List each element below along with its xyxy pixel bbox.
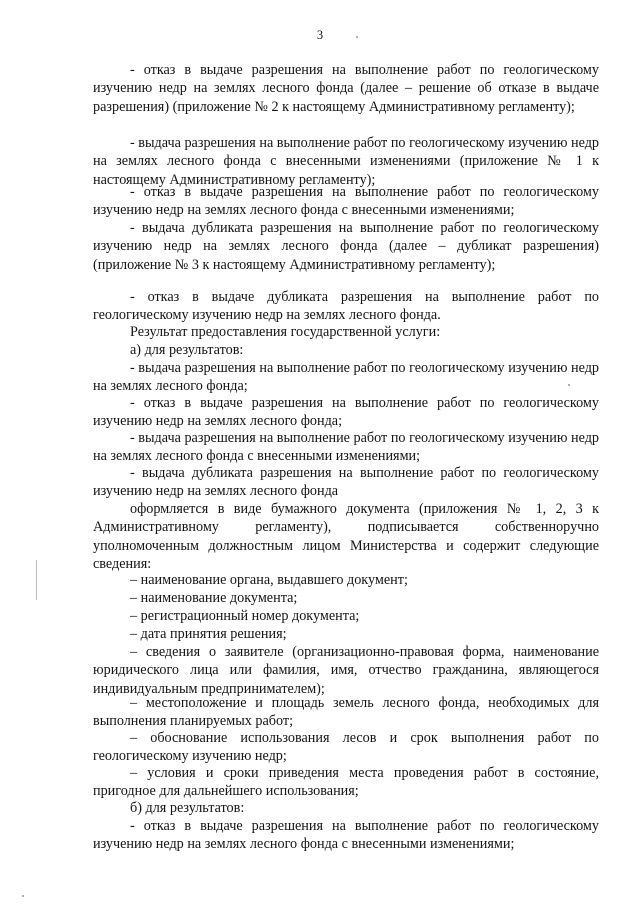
paragraph-issue-duplicate: - выдача дубликата разрешения на выполнение работ по геологическому изучению недр на землях лесного фонда (далее – дубликат разрешения) (приложение № 3 к настоящему Административному регламенту);	[93, 220, 599, 273]
paragraph-result-heading: Результат предоставления государственной услуги:	[130, 324, 441, 340]
paragraph-a-refusal-permit: - отказ в выдаче разрешения на выполнение работ по геологическому изучению недр на землях лесного фонда;	[93, 395, 599, 430]
paragraph-b-refusal-permit-with-changes: - отказ в выдаче разрешения на выполнение работ по геологическому изучению недр на землях лесного фонда с внесенными изменениями;	[93, 818, 599, 853]
list-item-registration-number: – регистрационный номер документа;	[130, 608, 360, 624]
paragraph-subsection-a: а) для результатов:	[130, 342, 244, 358]
scan-speck	[356, 36, 358, 38]
paragraph-subsection-b: б) для результатов:	[130, 800, 245, 816]
paragraph-document-format: оформляется в виде бумажного документа (приложения № 1, 2, 3 к Административному регламенту), подписывается собственноручно уполномоченным должностным лицом Министерства и содержит следующие сведения:	[93, 501, 599, 573]
paragraph-refusal-duplicate: - отказ в выдаче дубликата разрешения на выполнение работ по геологическому изучению недр на землях лесного фонда.	[93, 289, 599, 324]
paragraph-a-issue-permit-with-changes: - выдача разрешения на выполнение работ по геологическому изучению недр на землях лесного фонда с внесенными изменениями;	[93, 430, 599, 465]
list-item-applicant-info: – сведения о заявителе (организационно-правовая форма, наименование юридического лица или фамилия, имя, отчество гражданина, являющегося индивидуальным предпринимателем);	[93, 644, 599, 697]
paragraph-a-issue-duplicate: - выдача дубликата разрешения на выполнение работ по геологическому изучению недр на землях лесного фонда	[93, 465, 599, 500]
list-item-location-area: – местоположение и площадь земель лесного фонда, необходимых для выполнения планируемых работ;	[93, 695, 599, 730]
scan-speck	[568, 384, 570, 386]
list-item-decision-date: – дата принятия решения;	[130, 626, 287, 642]
list-item-issuing-authority: – наименование органа, выдавшего документ;	[130, 572, 408, 588]
page-number: 3	[316, 28, 324, 42]
list-item-restoration-terms: – условия и сроки приведения места проведения работ в состояние, пригодное для дальнейшего использования;	[93, 765, 599, 800]
paragraph-a-issue-permit: - выдача разрешения на выполнение работ по геологическому изучению недр на землях лесного фонда;	[93, 360, 599, 395]
scan-speck	[22, 895, 24, 897]
list-item-justification: – обоснование использования лесов и срок выполнения работ по геологическому изучению недр;	[93, 730, 599, 765]
paragraph-refusal-permit: - отказ в выдаче разрешения на выполнение работ по геологическому изучению недр на землях лесного фонда (далее – решение об отказе в выдаче разрешения) (приложение № 2 к настоящему Административному регламенту);	[93, 62, 599, 115]
scan-edge-mark	[36, 560, 37, 600]
paragraph-issue-permit-with-changes: - выдача разрешения на выполнение работ по геологическому изучению недр на землях лесного фонда с внесенными изменениями (приложение № 1 к настоящему Административному регламенту);	[93, 135, 599, 188]
paragraph-refusal-permit-with-changes: - отказ в выдаче разрешения на выполнение работ по геологическому изучению недр на землях лесного фонда с внесенными изменениями;	[93, 184, 599, 219]
list-item-document-name: – наименование документа;	[130, 590, 298, 606]
